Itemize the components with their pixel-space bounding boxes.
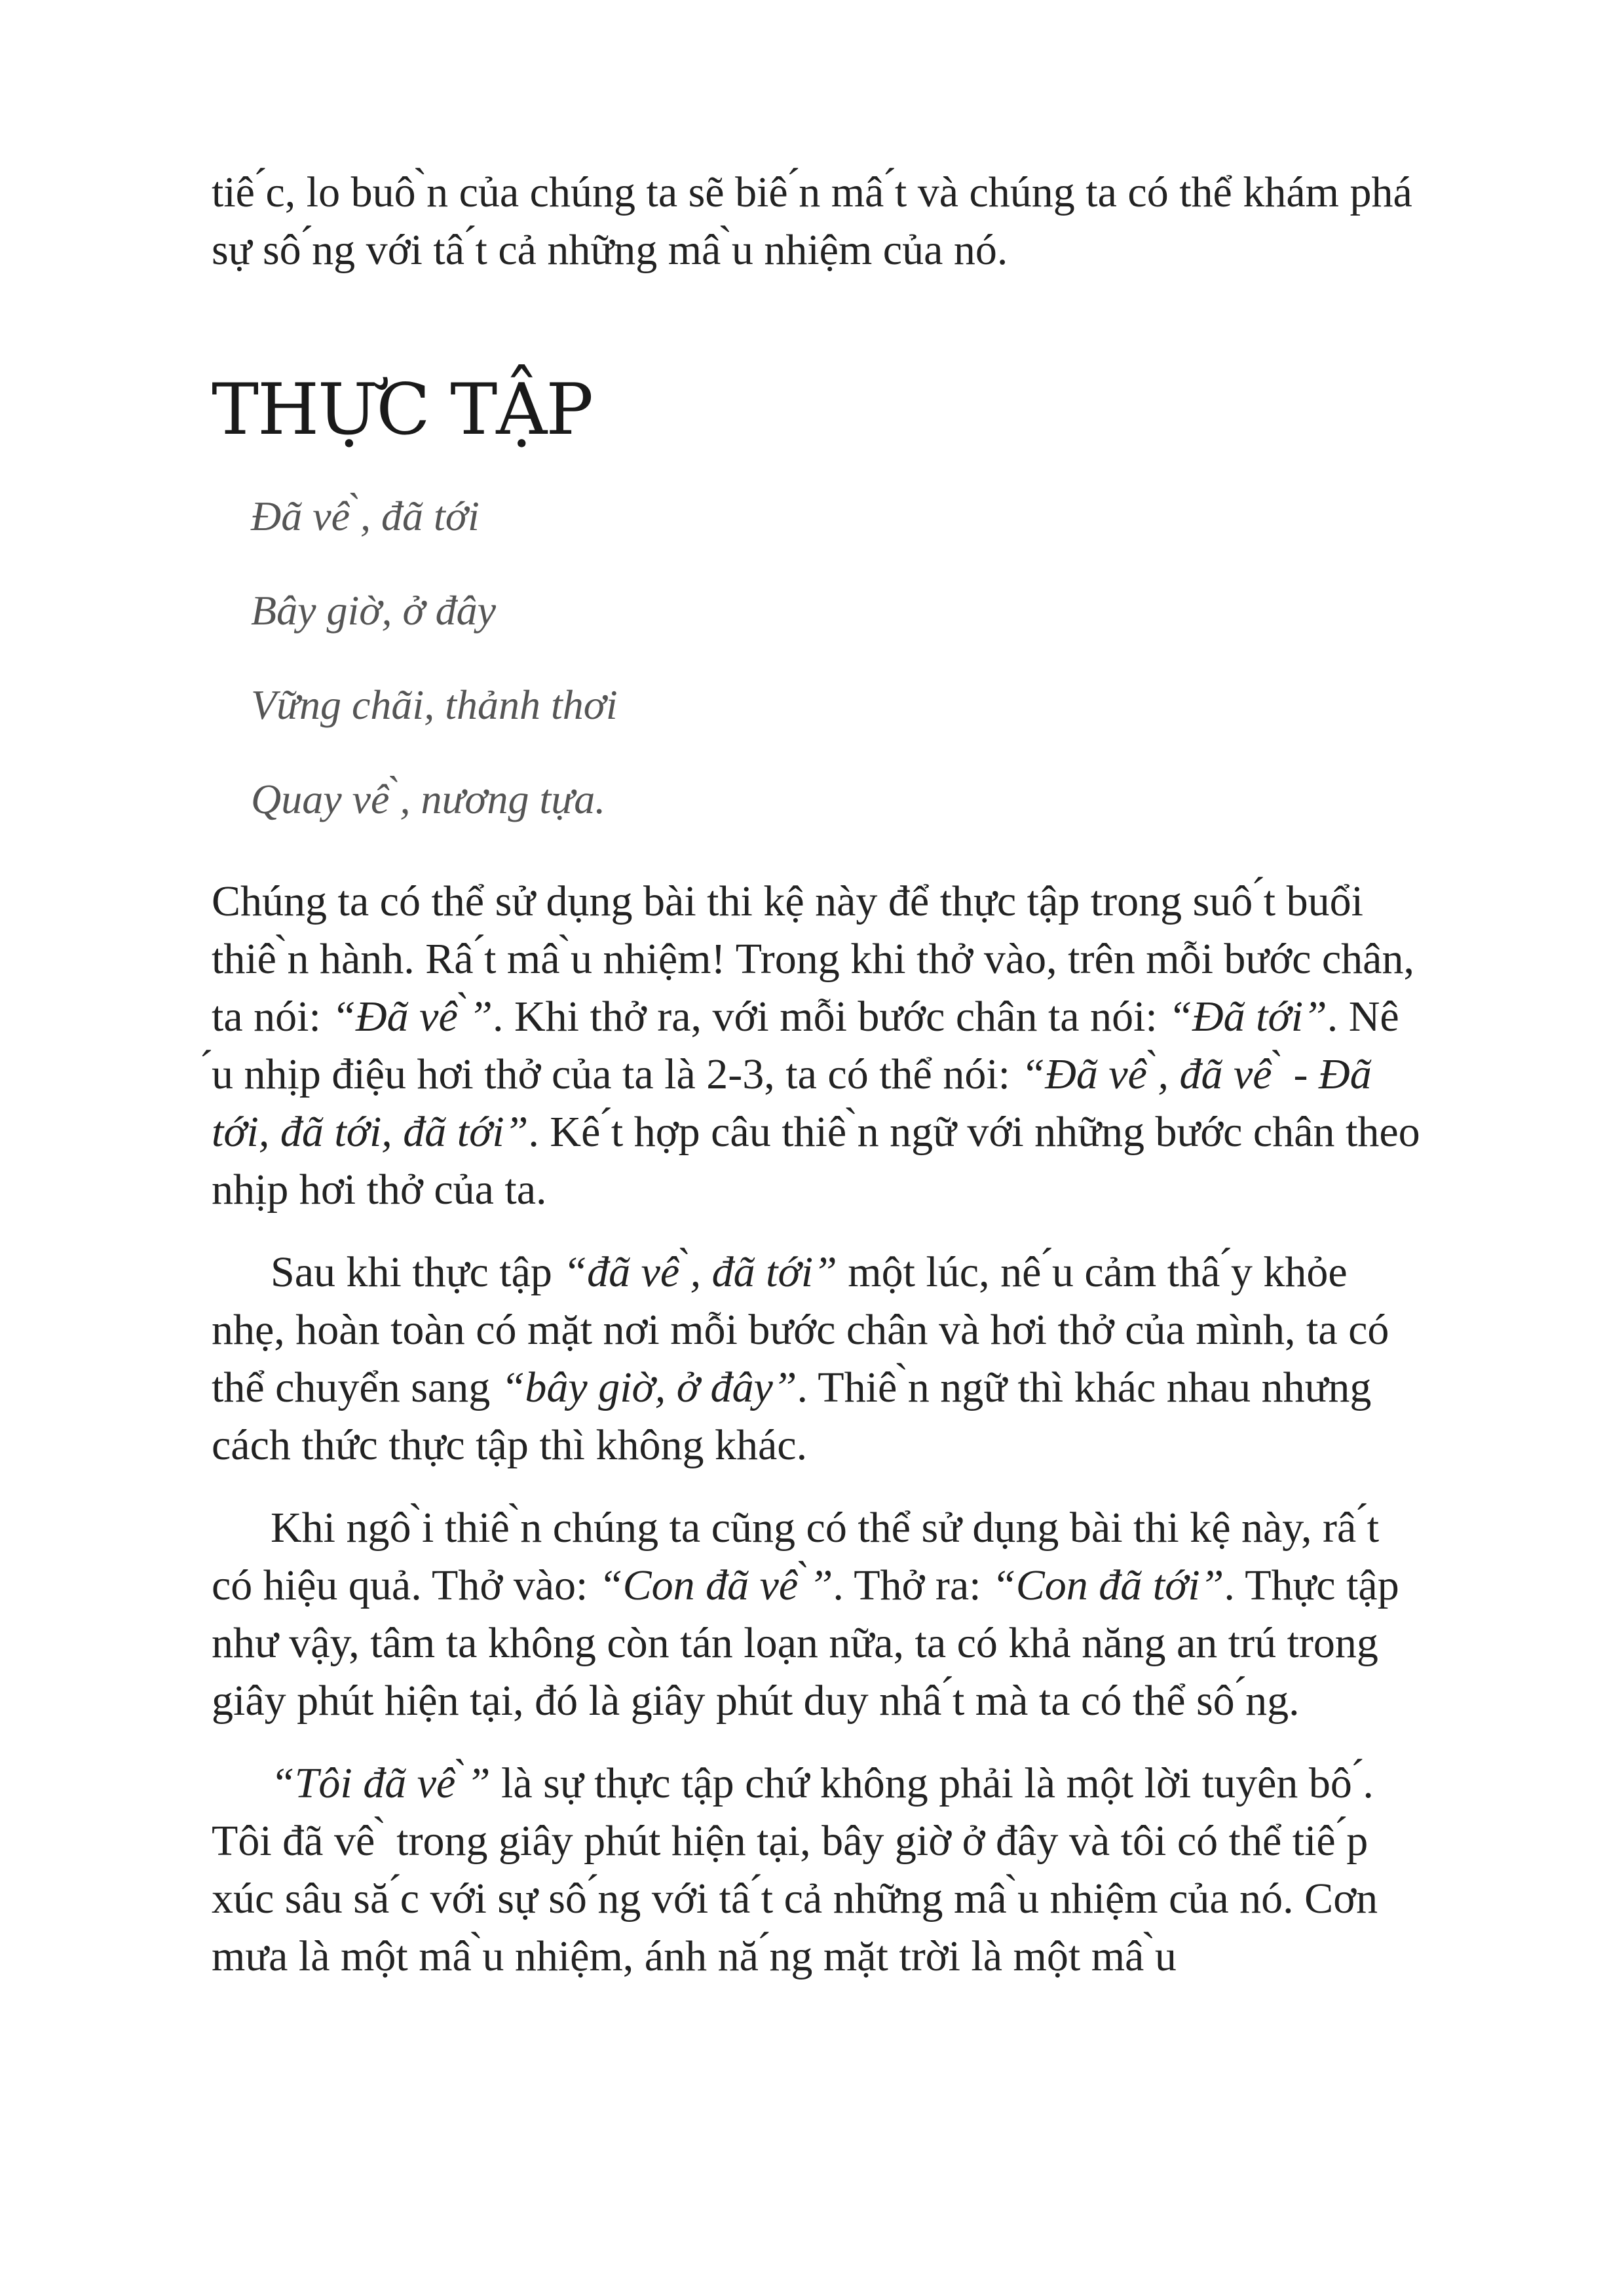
verse-line: Quay vê ̀, nương tựa. xyxy=(251,776,606,822)
paragraph-walking-meditation xyxy=(212,873,1424,1219)
verse-line: Vững chãi, thảnh thơi xyxy=(251,681,618,728)
verse-line: Bây giờ, ở đây xyxy=(251,587,496,634)
paragraph-i-have-arrived xyxy=(212,1755,1424,1985)
text-span: Chúng ta có thể sử dụng bài thi kệ này để thực tập trong suô ́t buổi thiê ̀n hành. Râ ́t mâ ̀u nhiệm! Trong khi thở vào, trên mỗi bước chân, ta nói: xyxy=(212,877,1414,1041)
quote: “bây giờ, ở đây” xyxy=(500,1364,797,1411)
quote: “Đã tới” xyxy=(1168,993,1327,1041)
text-span: . Kê ́t hợp câu thiê ̀n ngữ với những bước chân theo nhịp hơi thở của ta. xyxy=(212,1108,1420,1214)
text-span: . Thở ra: xyxy=(833,1561,992,1609)
verse xyxy=(251,469,1424,847)
text-span: Khi ngô ̀i thiê ̀n chúng ta cũng có thể sử dụng bài thi kệ này, râ ́t có hiệu quả. Thở vào: xyxy=(212,1504,1380,1609)
text-span: . Khi thở ra, với mỗi bước chân ta nói: xyxy=(492,993,1169,1041)
section-title: THỰC TẬP xyxy=(212,369,592,451)
quote: “đã vê ̀, đã tới” xyxy=(563,1248,837,1296)
text-span: một lúc, nê ́u cảm thâ ́y khỏe nhẹ, hoàn toàn có mặt nơi mỗi bước chân và hơi thở của mình, ta có thể chuyển sang xyxy=(212,1248,1389,1411)
quote: “Đã vê ̀” xyxy=(331,993,493,1041)
paragraph-continuation: tiê ́c, lo buô ̀n của chúng ta sẽ biê ́n mâ ́t và chúng ta có thể khám phá sự sô ́ng với tâ ́t cả những mâ ̀u nhiệm của nó. xyxy=(212,168,1412,274)
text-span: . Thực tập như vậy, tâm ta không còn tán loạn nữa, ta có khả năng an trú trong giây phút hiện tại, đó là giây phút duy nhâ ́t mà ta có thể sô ́ng. xyxy=(212,1561,1399,1725)
page-content xyxy=(212,164,1424,1985)
paragraph-switch-phrase xyxy=(212,1244,1424,1474)
text-span: Sau khi thực tập xyxy=(271,1248,563,1296)
quote: “Đã vê ̀, đã vê ̀ - Đã tới, đã tới, đã tới” xyxy=(212,1050,1372,1156)
text-span: . Thiê ̀n ngữ thì khác nhau nhưng cách thức thực tập thì không khác. xyxy=(212,1364,1372,1469)
text-span: . Nê ́u nhịp điệu hơi thở của ta là 2-3, ta có thể nói: xyxy=(212,993,1399,1098)
quote: “Con đã tới” xyxy=(992,1561,1224,1609)
verse-line: Đã vê ̀, đã tới xyxy=(251,493,480,539)
text-span: là sự thực tập chứ không phải là một lời tuyên bô ́. Tôi đã vê ̀ trong giây phút hiện tại, bây giờ ở đây và tôi có thể tiê ́p xúc sâu să ́c với sự sô ́ng với tâ ́t cả những mâ ̀u nhiệm của nó. Cơn mưa là một mâ ̀u nhiệm, ánh nă ́ng mặt trời là một mâ ̀u xyxy=(212,1759,1378,1980)
paragraph-sitting-meditation xyxy=(212,1499,1424,1730)
quote: “Con đã vê ̀” xyxy=(598,1561,833,1609)
quote: “Tôi đã vê ̀” xyxy=(271,1759,491,1807)
